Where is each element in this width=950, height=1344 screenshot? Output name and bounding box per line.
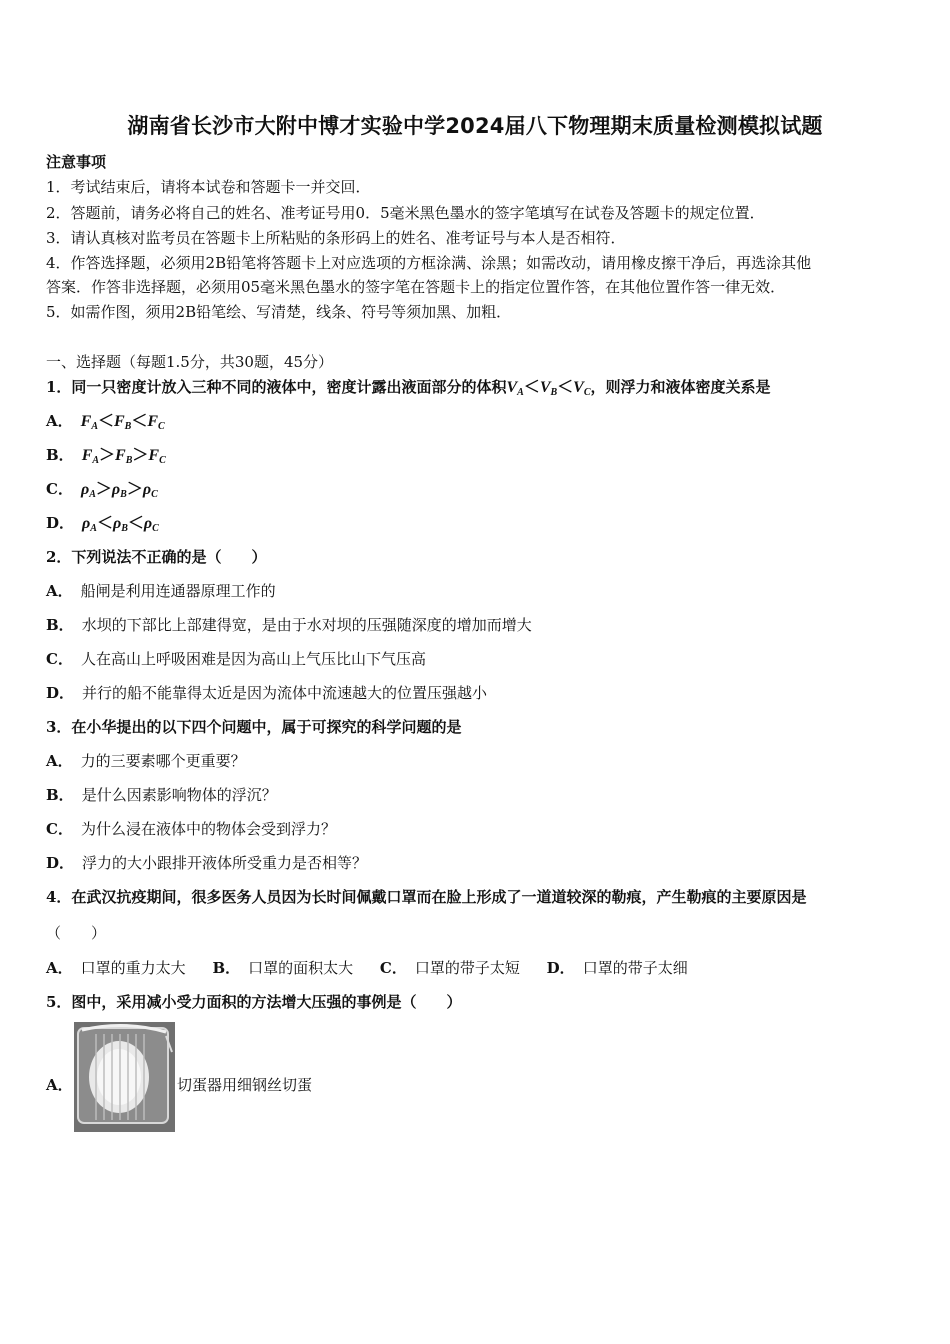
question-1-option-c[interactable] <box>46 479 158 505</box>
option-formula: $F_A>F_B>F_C$ <box>81 447 166 466</box>
option-text: 并行的船不能靠得太近是因为流体中流速越大的位置压强越小 <box>82 684 488 702</box>
egg-slicer-icon <box>74 1022 175 1132</box>
option-text: 船闸是利用连通器原理工作的 <box>80 582 276 600</box>
option-letter: B． <box>46 446 74 464</box>
option-letter: C． <box>46 650 73 668</box>
option-text: 口罩的带子太细 <box>582 959 688 977</box>
option-text: 水坝的下部比上部建得宽，是由于水对坝的压强随深度的增加而增大 <box>81 616 532 634</box>
question-2-option-d[interactable] <box>46 683 487 703</box>
question-5-option-a-text: 切蛋器用细钢丝切蛋 <box>177 1076 313 1094</box>
question-1-option-d[interactable] <box>46 513 159 539</box>
option-letter: A． <box>46 412 73 430</box>
question-4-option-b[interactable] <box>212 959 353 977</box>
question-3-option-a[interactable] <box>46 751 246 771</box>
option-formula: $F_A<F_B<F_C$ <box>80 413 165 432</box>
question-1-stem-post: ，则浮力和液体密度关系是 <box>590 378 771 396</box>
option-letter: C． <box>46 820 73 838</box>
option-letter: C． <box>46 480 73 498</box>
question-2-option-c[interactable] <box>46 649 426 669</box>
question-1-option-b[interactable] <box>46 445 166 471</box>
question-1-stem-pre: 1．同一只密度计放入三种不同的液体中，密度计露出液面部分的体积 <box>46 378 507 396</box>
question-4-stem: 4．在武汉抗疫期间，很多医务人员因为长时间佩戴口罩而在脸上形成了一道道较深的勒痕，产生勒痕的主要原因是 <box>46 888 807 906</box>
question-3-stem: 3．在小华提出的以下四个问题中，属于可探究的科学问题的是 <box>46 718 462 736</box>
question-2-stem: 2．下列说法不正确的是（ ） <box>46 548 267 566</box>
option-letter: B． <box>46 786 74 804</box>
question-2-option-b[interactable] <box>46 615 532 635</box>
option-formula: $\rho_A>\rho_B>\rho_C$ <box>80 481 158 500</box>
option-letter: D． <box>46 684 75 702</box>
option-text: 力的三要素哪个更重要？ <box>80 752 246 770</box>
option-letter: A． <box>46 582 73 600</box>
question-1-option-a[interactable] <box>46 411 165 437</box>
option-text: 人在高山上呼吸困难是因为高山上气压比山下气压高 <box>80 650 426 668</box>
option-letter: A． <box>46 959 73 977</box>
notice-item-1: 1．考试结束后，请将本试卷和答题卡一并交回． <box>46 178 371 196</box>
option-letter: B． <box>46 616 74 634</box>
notice-item-2: 2．答题前，请务必将自己的姓名、准考证号用0．5毫米黑色墨水的签字笔填写在试卷及答题卡的规定位置． <box>46 204 765 222</box>
option-text: 浮力的大小跟排开液体所受重力是否相等？ <box>82 854 368 872</box>
option-text: 口罩的带子太短 <box>414 959 520 977</box>
notice-item-4-cont: 答案．作答非选择题，必须用05毫米黑色墨水的签字笔在答题卡上的指定位置作答，在其他位置作答一律无效． <box>46 278 786 296</box>
notice-item-5: 5．如需作图，须用2B铅笔绘、写清楚，线条、符号等须加黑、加粗． <box>46 303 512 321</box>
question-5-stem: 5．图中，采用减小受力面积的方法增大压强的事例是（ ） <box>46 993 462 1011</box>
question-2-option-a[interactable] <box>46 581 276 601</box>
question-4-options <box>46 958 710 978</box>
question-4-option-a[interactable] <box>46 959 186 977</box>
option-letter: C． <box>379 959 407 977</box>
question-3-option-d[interactable] <box>46 853 367 873</box>
question-1-stem <box>46 377 771 403</box>
notice-item-4: 4．作答选择题，必须用2B铅笔将答题卡上对应选项的方框涂满、涂黑；如需改动，请用橡皮擦干净后，再选涂其他 <box>46 254 812 272</box>
question-3-option-b[interactable] <box>46 785 277 805</box>
question-4-option-c[interactable] <box>380 959 520 977</box>
option-letter: A． <box>46 1076 73 1094</box>
option-letter: D． <box>546 959 575 977</box>
egg-slicer-image <box>74 1022 175 1132</box>
option-letter: D． <box>46 854 75 872</box>
option-text: 口罩的面积太大 <box>248 959 354 977</box>
question-3-option-c[interactable] <box>46 819 336 839</box>
option-letter: B． <box>212 959 241 977</box>
volume-relation: $V_A<V_B<V_C$ <box>506 379 591 398</box>
option-letter: A． <box>46 752 73 770</box>
document-title: 湖南省长沙市大附中博才实验中学2024届八下物理期末质量检测模拟试题 <box>127 114 823 138</box>
option-text: 为什么浸在液体中的物体会受到浮力？ <box>80 820 336 838</box>
question-4-paren: （ ） <box>46 924 107 942</box>
notice-item-3: 3．请认真核对监考员在答题卡上所粘贴的条形码上的姓名、准考证号与本人是否相符． <box>46 229 626 247</box>
section-heading: 一、选择题（每题1.5分，共30题，45分） <box>46 353 334 371</box>
option-text: 口罩的重力太大 <box>80 959 186 977</box>
option-formula: $\rho_A<\rho_B<\rho_C$ <box>82 515 159 534</box>
question-4-option-d[interactable] <box>547 959 688 977</box>
notice-heading: 注意事项 <box>46 153 107 171</box>
option-text: 是什么因素影响物体的浮沉？ <box>81 786 277 804</box>
option-letter: D． <box>46 514 75 532</box>
